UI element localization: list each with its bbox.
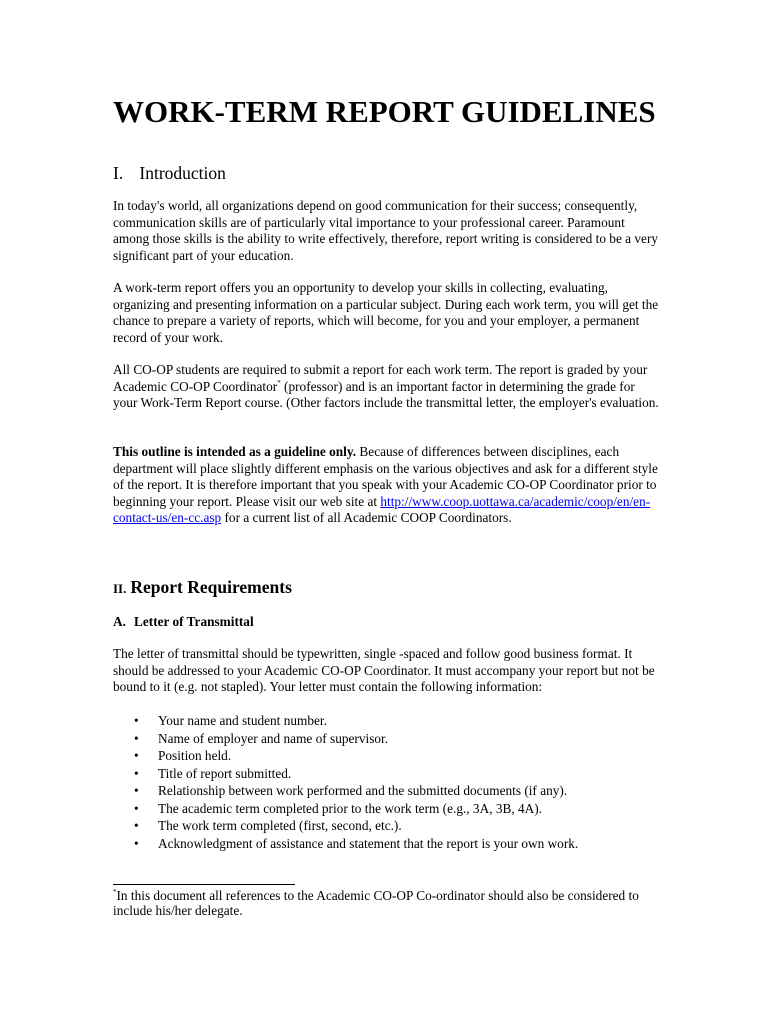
transmittal-paragraph: The letter of transmittal should be typewritten, single -spaced and follow good business format. It should be addressed to your Academic CO-OP Coordinator. It must accompany your report but not be bound to it (e.g. not stapled). Your letter must contain the following information: bbox=[113, 646, 655, 695]
subsection-heading-letter-of-transmittal bbox=[113, 613, 254, 630]
coordinators-link[interactable]: http://www.coop.uottawa.ca/academic/coop/en/en-contact-us/en-cc.asp bbox=[113, 493, 651, 526]
intro-paragraph-1: In today's world, all organizations depend on good communication for their success; consequently, communication skills are of particularly vital importance to your professional career. Paramount among those skills is the ability to write effectively, therefore, report writing is considered to be a very significant part of your education. bbox=[113, 198, 659, 263]
page-title: WORK-TERM REPORT GUIDELINES bbox=[113, 94, 656, 129]
bullet-icon: • bbox=[134, 730, 139, 746]
footnote-marker: * bbox=[277, 378, 281, 387]
emphasis-text: This outline is intended as a guideline only. bbox=[113, 444, 357, 459]
section-number: II. bbox=[113, 581, 127, 596]
paragraph-text: All CO-OP students are required to submit a report for each work term. The report is graded by your Academic CO-OP Coordinator bbox=[113, 362, 648, 394]
footnote bbox=[113, 889, 661, 918]
intro-paragraph-3 bbox=[113, 362, 661, 412]
list-item-text: Relationship between work performed and the submitted documents (if any). bbox=[158, 783, 568, 798]
list-item-text: Name of employer and name of supervisor. bbox=[158, 730, 389, 746]
section-number: I. bbox=[113, 163, 124, 183]
footnote-marker: * bbox=[113, 888, 117, 896]
bullet-icon: • bbox=[134, 748, 139, 763]
section-heading-report-requirements bbox=[113, 575, 292, 600]
list-item-text: The work term completed (first, second, etc.). bbox=[158, 818, 402, 833]
intro-paragraph-2: A work-term report offers you an opportunity to develop your skills in collecting, evaluating, organizing and presenting information on a particular subject. During each work term, you will get the chance to prepare a variety of reports, which will become, for you and your employer, a permanent record of your work. bbox=[113, 280, 659, 345]
list-item-text: Your name and student number. bbox=[158, 713, 327, 728]
intro-paragraph-4 bbox=[113, 444, 661, 527]
list-item-text: The academic term completed prior to the work term (e.g., 3A, 3B, 4A). bbox=[158, 800, 543, 816]
bullet-icon: • bbox=[134, 765, 139, 781]
footnote-text: In this document all references to the Academic CO-OP Co-ordinator should also be considered to include his/her delegate. bbox=[113, 888, 639, 918]
section-title: Report Requirements bbox=[130, 577, 292, 597]
list-item-text: Title of report submitted. bbox=[158, 765, 292, 781]
paragraph-text: (professor) and is an important factor in determining the grade for your Work-Term Report course. (Other factors include the transmittal letter, the employer's evaluation. bbox=[113, 378, 659, 411]
bullet-icon: • bbox=[134, 818, 139, 833]
section-heading-introduction bbox=[113, 162, 226, 184]
section-title: Introduction bbox=[139, 163, 226, 183]
subsection-title: Letter of Transmittal bbox=[134, 614, 254, 629]
bullet-icon: • bbox=[134, 800, 139, 816]
paragraph-text: for a current list of all Academic COOP Coordinators. bbox=[221, 510, 512, 526]
subsection-number: A. bbox=[113, 614, 126, 629]
bullet-icon: • bbox=[134, 783, 139, 798]
footnote-divider bbox=[113, 884, 295, 885]
list-item-text: Position held. bbox=[158, 748, 232, 763]
paragraph-text: Because of differences between disciplines, each department will place slightly different emphasis on the various objectives and ask for a different style of the report. It is therefore important that you speak with your Academic CO-OP Coordinator prior to beginning your report. Please visit our web site at bbox=[113, 444, 658, 509]
list-item-text: Acknowledgment of assistance and statement that the report is your own work. bbox=[158, 835, 579, 851]
bullet-icon: • bbox=[134, 835, 139, 851]
bullet-icon: • bbox=[134, 713, 139, 728]
